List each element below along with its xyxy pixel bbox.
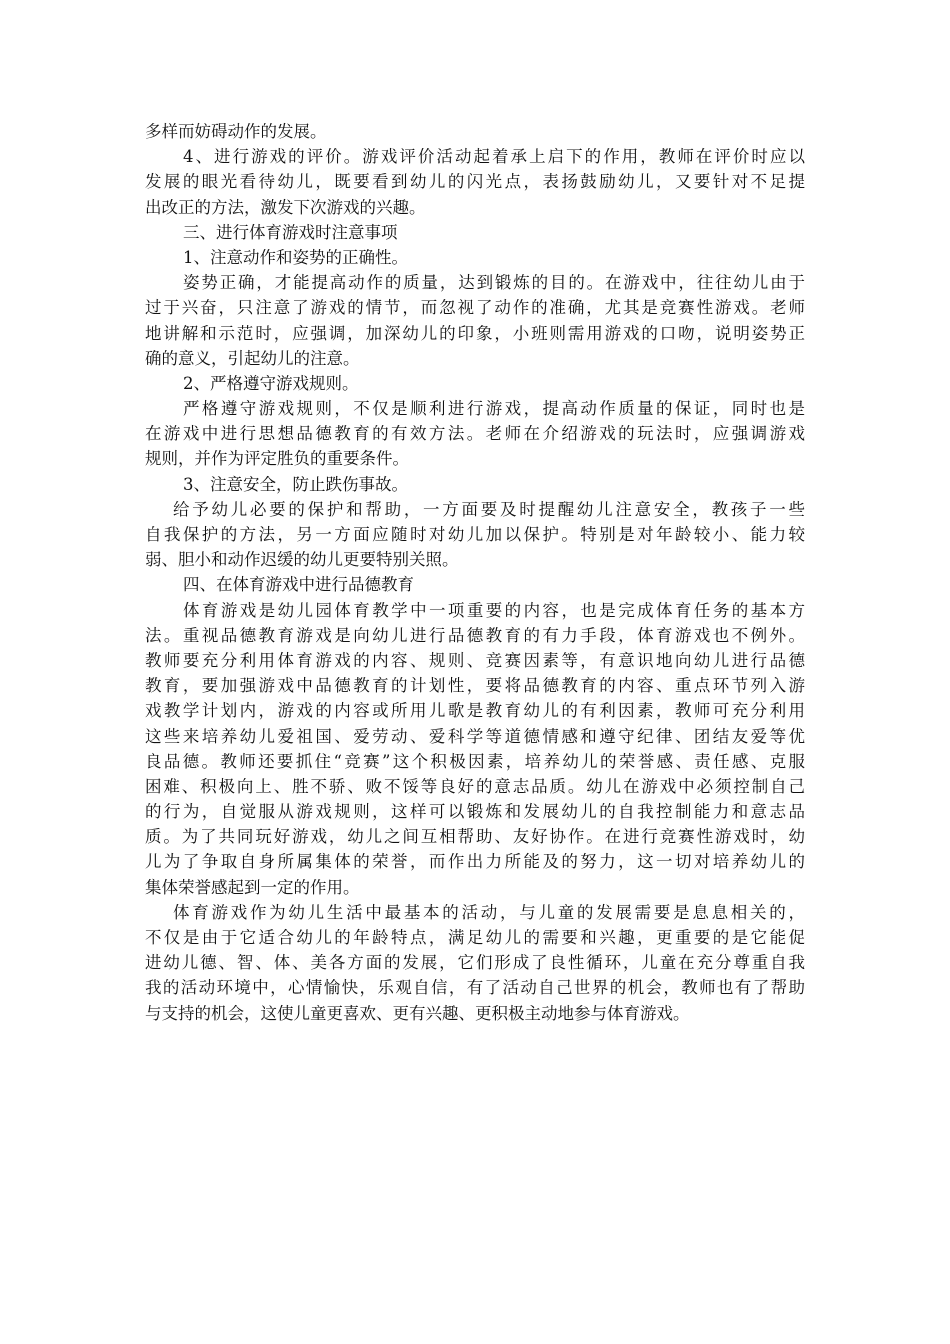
text-line: 不仅是由于它适合幼儿的年龄特点，满足幼儿的需要和兴趣，更重要的是它能促 [145, 928, 805, 947]
text-line: 弱、胆小和动作迟缓的幼儿更要特别关照。 [145, 550, 459, 570]
text-line: 3、注意安全，防止跌伤事故。 [183, 474, 408, 494]
text-line: 教师要充分利用体育游戏的内容、规则、竞赛因素等，有意识地向幼儿进行品德 [145, 650, 805, 670]
text-line: 与支持的机会，这使儿童更喜欢、更有兴趣、更积极主动地参与体育游戏。 [145, 1003, 690, 1023]
text-line: 法。重视品德教育游戏是向幼儿进行品德教育的有力手段，体育游戏也不例外。 [145, 625, 805, 645]
text-line: 规则，并作为评定胜负的重要条件。 [145, 449, 409, 469]
text-line: 良品德。教师还要抓住“竞赛”这个积极因素，培养幼儿的荣誉感、责任感、克服 [145, 751, 805, 771]
text-line: 给予幼儿必要的保护和帮助，一方面要及时提醒幼儿注意安全，教孩子一些 [173, 499, 805, 519]
text-line: 多样而妨碍动作的发展。 [145, 122, 327, 141]
text-line: 过于兴奋，只注意了游戏的情节，而忽视了动作的准确，尤其是竞赛性游戏。老师 [145, 298, 805, 318]
text-line: 4、进行游戏的评价。游戏评价活动起着承上启下的作用，教师在评价时应以 [183, 147, 805, 167]
text-line: 我的活动环境中，心情愉快，乐观自信，有了活动自己世界的机会，教师也有了帮助 [145, 978, 805, 998]
text-line: 确的意义，引起幼儿的注意。 [145, 348, 360, 368]
text-line: 地讲解和示范时，应强调，加深幼儿的印象，小班则需用游戏的口吻，说明姿势正 [145, 323, 805, 343]
text-line: 在游戏中进行思想品德教育的有效方法。老师在介绍游戏的玩法时，应强调游戏 [145, 424, 805, 444]
text-line: 发展的眼光看待幼儿，既要看到幼儿的闪光点，表扬鼓励幼儿，又要针对不足提 [145, 172, 805, 192]
text-line: 体育游戏是幼儿园体育教学中一项重要的内容，也是完成体育任务的基本方 [183, 600, 805, 620]
text-line: 集体荣誉感起到一定的作用。 [145, 877, 360, 897]
text-line: 困难、积极向上、胜不骄、败不馁等良好的意志品质。幼儿在游戏中必须控制自己 [145, 776, 805, 796]
text-line: 自我保护的方法，另一方面应随时对幼儿加以保护。特别是对年龄较小、能力较 [145, 525, 805, 544]
text-line: 三、进行体育游戏时注意事项 [183, 222, 398, 242]
text-line: 姿势正确，才能提高动作的质量，达到锻炼的目的。在游戏中，往往幼儿由于 [183, 273, 805, 293]
text-line: 戏教学计划内，游戏的内容或所用儿歌是教育幼儿的有利因素，教师可充分利用 [145, 701, 805, 721]
text-line: 儿为了争取自身所属集体的荣誉，而作出力所能及的努力，这一切对培养幼儿的 [145, 852, 805, 872]
text-line: 的行为，自觉服从游戏规则，这样可以锻炼和发展幼儿的自我控制能力和意志品 [145, 802, 805, 822]
text-line: 严格遵守游戏规则，不仅是顺利进行游戏，提高动作质量的保证，同时也是 [183, 399, 805, 419]
text-line: 1、注意动作和姿势的正确性。 [183, 247, 408, 267]
text-line: 出改正的方法，激发下次游戏的兴趣。 [145, 197, 426, 217]
document-body [145, 119, 805, 1026]
text-line: 质。为了共同玩好游戏，幼儿之间互相帮助、友好协作。在进行竞赛性游戏时，幼 [145, 827, 805, 847]
text-line: 进幼儿德、智、体、美各方面的发展，它们形成了良性循环，儿童在充分尊重自我 [145, 953, 805, 973]
text-line: 体育游戏作为幼儿生活中最基本的活动，与儿童的发展需要是息息相关的， [173, 902, 805, 922]
text-line: 四、在体育游戏中进行品德教育 [183, 575, 414, 595]
text-line: 2、严格遵守游戏规则。 [183, 373, 359, 393]
text-line: 这些来培养幼儿爱祖国、爱劳动、爱科学等道德情感和遵守纪律、团结友爱等优 [145, 726, 805, 746]
text-line: 教育，要加强游戏中品德教育的计划性，要将品德教育的内容、重点环节列入游 [145, 676, 805, 696]
